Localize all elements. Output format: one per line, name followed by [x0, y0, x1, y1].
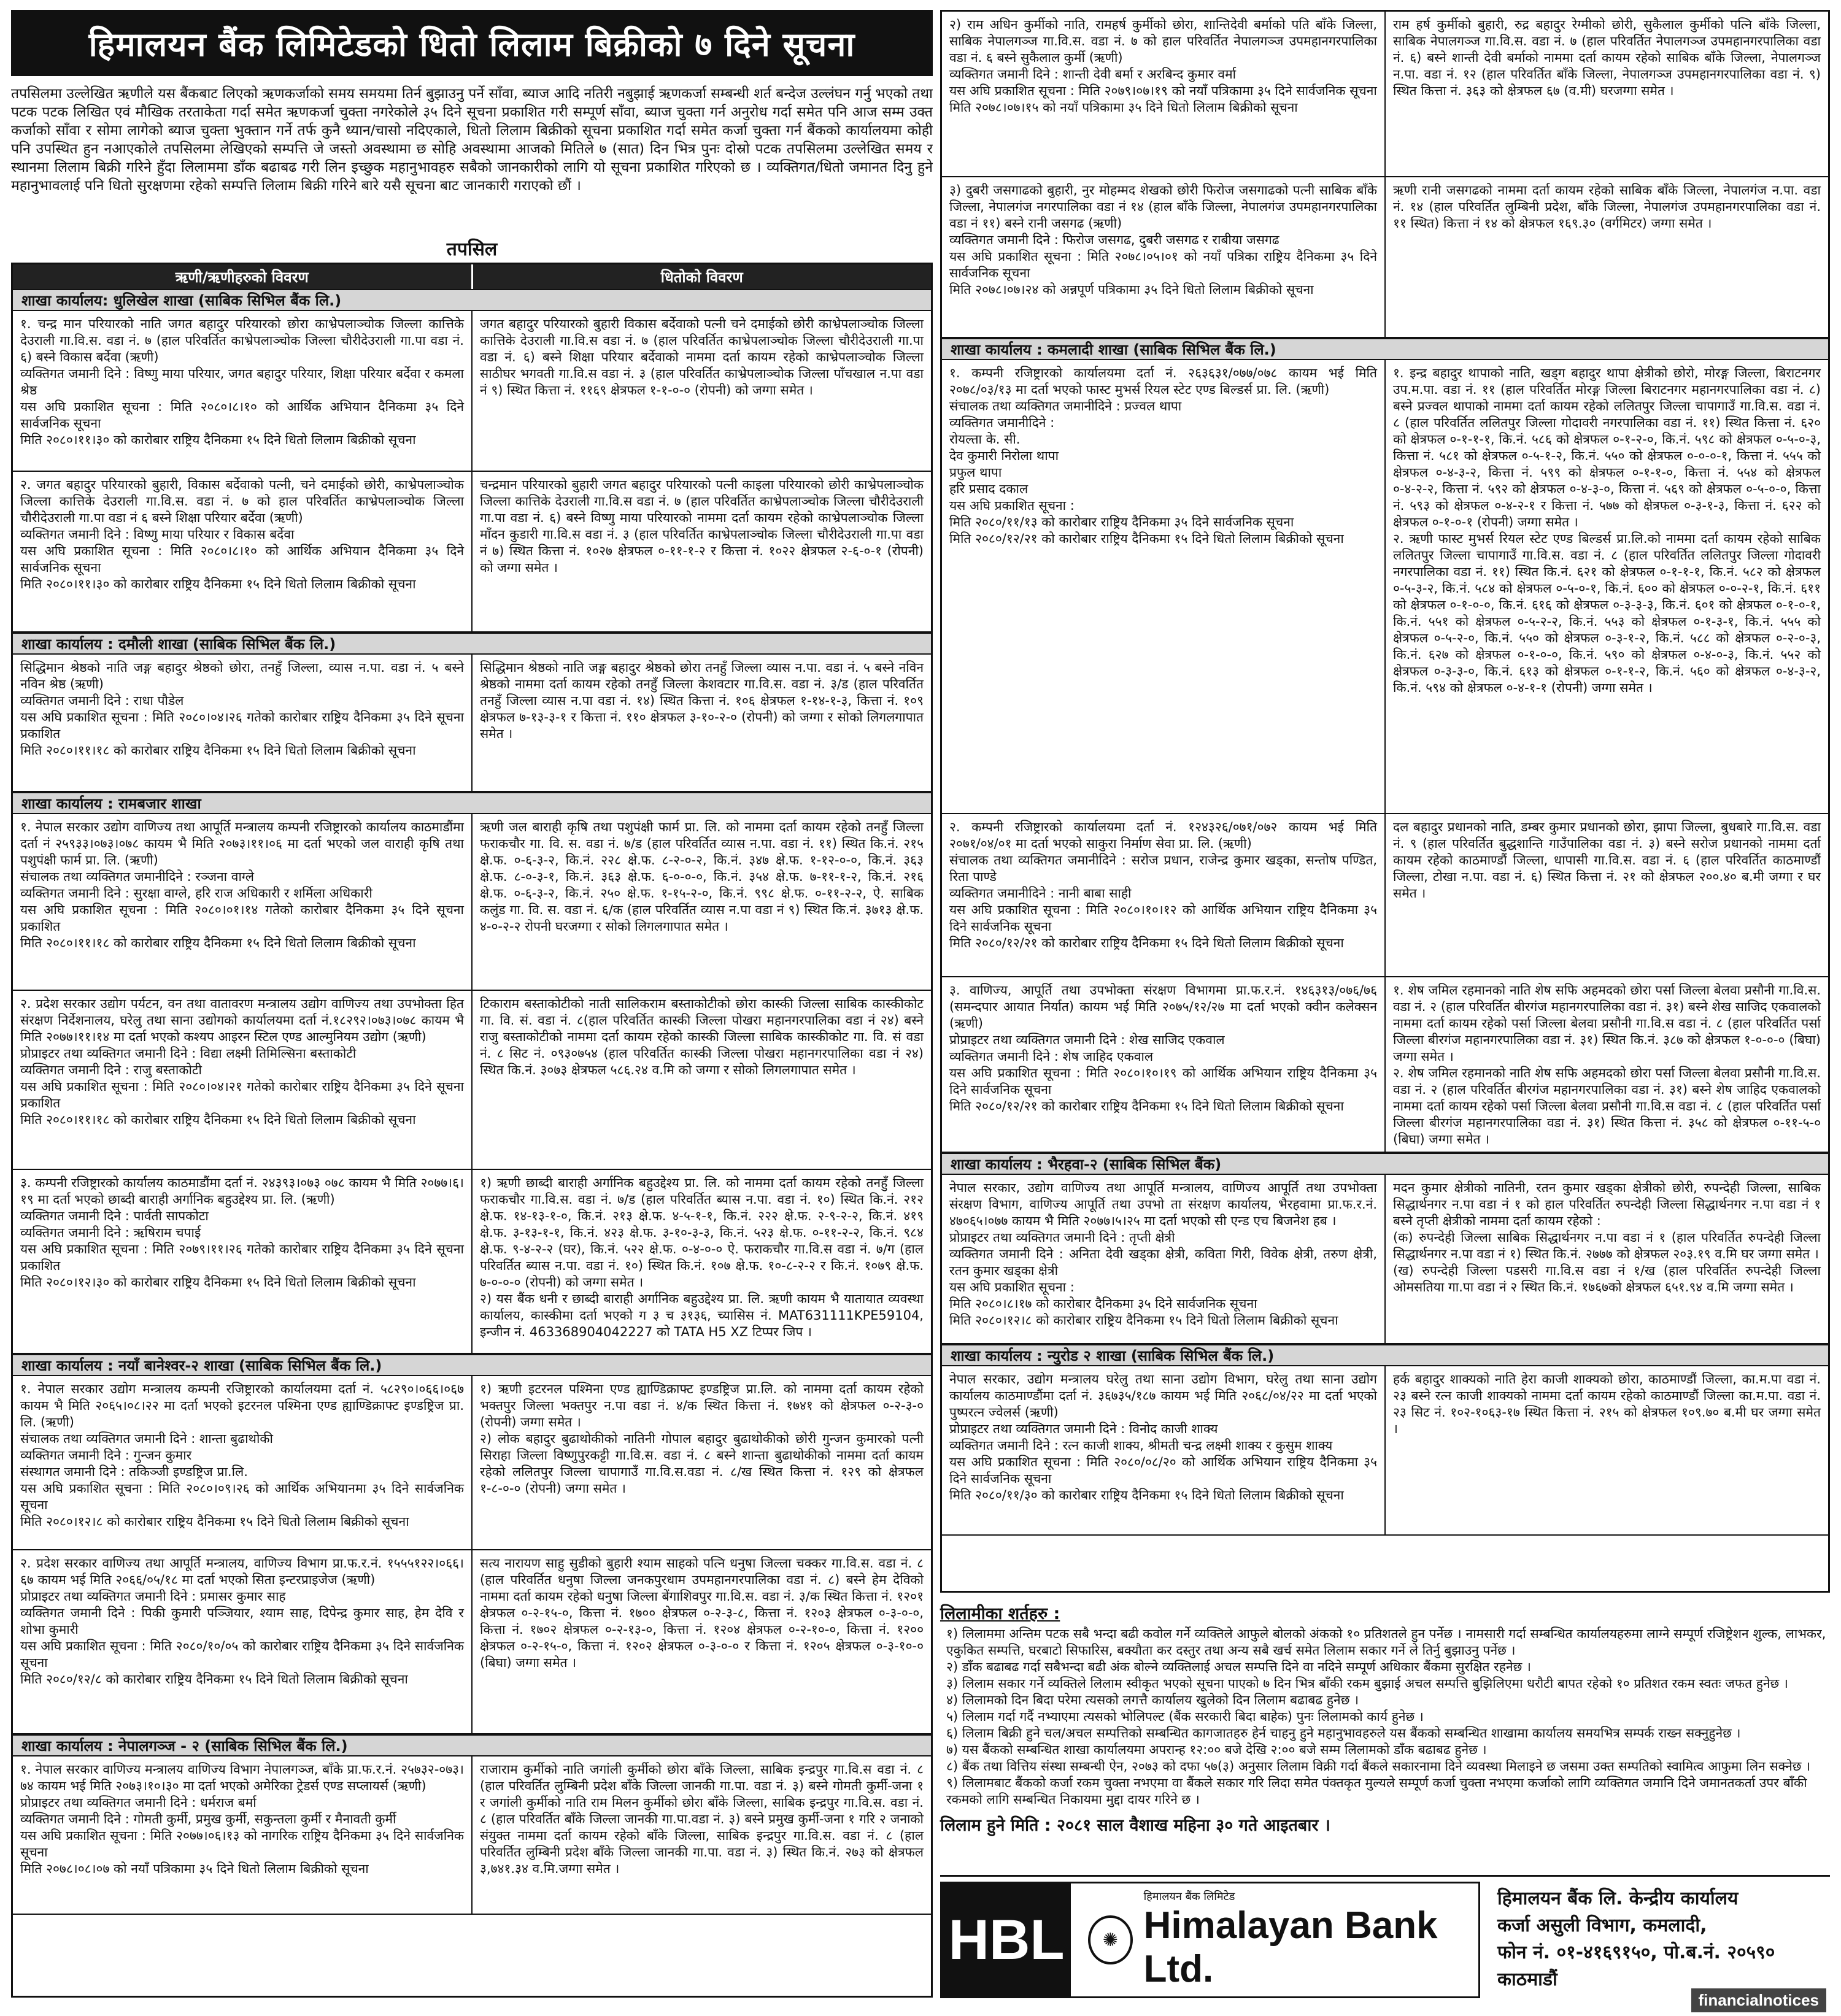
borrower-line: १. नेपाल सरकार उद्योग मन्त्रालय कम्पनी रजिष्ट्रारको कार्यालयमा दर्ता नं. ५८२९०।०६६।०६७ कायम भै मिति २०६५।०८।२२ मा दर्ता भएको इटरनल पश्मिना एण्ड ह्याण्डिक्राफ्ट इण्डष्ट्रिज प्रा. लि. (ऋणी) — [20, 1382, 464, 1429]
borrower-line: मिति २०८०।१२।३० को कारोबार राष्ट्रिय दैनिकमा १५ दिने धितो लिलाम बिक्रीको सूचना — [20, 1275, 416, 1290]
header-borrower: ऋणी/ऋणीहरुको विवरण — [13, 264, 473, 289]
borrower-line: १. नेपाल सरकार उद्योग वाणिज्य तथा आपूर्ति मन्त्रालय कम्पनी रजिष्ट्रारको कार्यालय काठमाडौंमा दर्ता नं २५९३३।०७३।०७८ कायम भै मिति २०७३।११।०६ मा दर्ता भएको जल वाराही कृषि तथा पशुपंक्षी फार्म प्रा. लि. (ऋणी) — [20, 820, 464, 868]
collateral-line: राम हर्ष कुर्मीको बुहारी, रुद्र बहादुर रेग्मीको छोरी, सुकैलाल कुर्मीको पत्नि बाँके जिल्ला, साबिक नेपालगञ्ज गा.वि.स. वडा नं. ७ (हाल परिवर्तित नेपालगञ्ज उपमहानगरपालिका वडा नं. ६) बस्ने शान्ती देवी बर्माको नाममा दर्ता कायम रहेको साबिक बाँके जिल्ला, नेपालगञ्ज न.पा. वडा नं. १२ (हाल परिवर्तित बाँके जिल्ला, नेपालगञ्ज उपमहानगरपालिका वडा नं. ९) स्थित कित्ता नं. ३६३ को क्षेत्रफल ६७ (व.मी) घरजग्गा समेत । — [1393, 17, 1821, 98]
borrower-line: मिति २०७८।०८।०७ को नयाँ पत्रिकामा ३५ दिने धितो लिलाम बिक्रीको सूचना — [20, 1861, 369, 1876]
condition-item: ३) लिलाम सकार गर्ने व्यक्तिले लिलाम स्वीकृत भएको सूचना पाएको ७ दिन भित्र बाँकी रकम बुझाई अचल सम्पत्ति बुझिलिएमा धरौटी बापत रहेको १० प्रतिशत रकम स्वतः जफत हुनेछ । — [946, 1676, 1788, 1691]
right-table — [940, 10, 1830, 1593]
borrower-line: व्यक्तिगत जमानीदिने : — [949, 415, 1055, 430]
branch-heading: शाखा कार्यालय : कमलादी शाखा (साबिक सिभिल बैंक लि.) — [942, 338, 1828, 360]
borrower-line: मिति २०८०/१२/२१ को कारोबार राष्ट्रिय दैनिकमा १५ दिने धितो लिलाम बिक्रीको सूचना — [949, 936, 1344, 950]
table-row — [942, 977, 1828, 1153]
collateral-line: २. ऋणी फास्ट मुभर्स रियल स्टेट एण्ड बिल्डर्स प्रा.लि.को नाममा दर्ता कायम रहेको साबिक ललितपुर जिल्ला चापागाउँ गा.वि.स. वडा नं. ८ (हाल परिवर्तित ललितपुर जिल्ला गोदावरी नगरपालिका वडा नं. ११) स्थित कि.नं. ६२१ को क्षेत्रफल ०-१-१-१, कि.नं. ५८२ को क्षेत्रफल ०-५-३-२, कि.नं. ५८४ को क्षेत्रफल ०-५-०-१, कि.नं. ६०० को क्षेत्रफल ०-०-२-१, कि.नं. ६११ को क्षेत्रफल ०-१-०-०, कि.नं. ६१६ को क्षेत्रफल ०-३-३-३, कि.नं. ६०१ को क्षेत्रफल ०-१-०-१, कि.नं. ५५१ को क्षेत्रफल ०-५-२-२, कि.नं. ५५३ को क्षेत्रफल ०-१-३-१, कि.नं. ५५५ को क्षेत्रफल ०-५-२-०, कि.नं. ५५० को क्षेत्रफल ०-३-१-२, कि.नं. ५८८ को क्षेत्रफल ०-२-०-३, कि.नं. ६२७ को क्षेत्रफल ०-१-०-०, कि.नं. ५९० को क्षेत्रफल ०-४-०-३, कि.नं. ५५२ को क्षेत्रफल ०-३-३-०, कि.नं. ६१३ को क्षेत्रफल ०-१-१-२, कि.नं. ५६० को क्षेत्रफल ०-४-३-२, कि.नं. ५९४ को क्षेत्रफल ०-४-१-१ (रोपनी) जग्गा समेत । — [1393, 531, 1821, 695]
borrower-line: २. प्रदेश सरकार वाणिज्य तथा आपूर्ति मन्त्रालय, वाणिज्य विभाग प्रा.फ.र.नं. १५५५१२२।०६६।६७ कायम भई मिति २०६६/०५/१८ मा दर्ता भएको सिता इन्टरप्राइजेज (ऋणी) — [20, 1556, 464, 1587]
borrower-line: नेपाल सरकार, उद्योग मन्त्रालय घरेलु तथा साना उद्योग विभाग, घरेलु तथा साना उद्योग कार्यालय काठमाण्डौंमा दर्ता नं. ३६७३५/१८७ कायम भई मिति २०६८/०४/२२ मा दर्ता भएको पुष्परत्न ज्वेलर्स (ऋणी) — [949, 1372, 1377, 1420]
table-row — [13, 1550, 931, 1734]
borrower-line: यस अघि प्रकाशित सूचना : मिति २०७७।०६।१३ को नागरिक राष्ट्रिय दैनिकमा ३५ दिने सार्वजनिक सूचना — [20, 1828, 464, 1860]
condition-item: ५) लिलाम गर्दा गर्दै नभ्याएमा त्यसको भोलिपल्ट (बैंक सरकारी बिदा बाहेक) पुनः लिलामको कार्य हुनेछ । — [946, 1709, 1424, 1724]
borrower-line: मिति २०८०।८।१७ को कारोबार दैनिकमा ३५ दिने सार्वजनिक सूचना — [949, 1296, 1257, 1311]
collateral-line: २) यस बैंक धनी र छाब्दी बाराही अर्गानिक बहुउद्देश्य प्रा. लि. ऋणी कायम भै यातायात व्यवस्था कार्यालय, कास्कीमा दर्ता भएको ग ३ च ३१३६, च्यासिस नं. MAT631111KPE59104, इन्जीन नं. 463368904042227 को TATA H5 XZ टिप्पर जिप । — [480, 1291, 924, 1339]
table-row — [942, 1175, 1828, 1344]
borrower-line: ३. वाणिज्य, आपूर्ति तथा उपभोक्ता संरक्षण विभागमा प्रा.फ.र.नं. १४६३१३/०७६/७६ (समन्दपार आयात निर्यात) कायम भई मिति २०७५/१२/२७ मा दर्ता भएको क्वीन कलेक्सन (ऋणी) — [949, 983, 1377, 1031]
borrower-line: रोयल्ता के. सी. — [949, 432, 1021, 447]
borrower-line: व्यक्तिगत जमानी दिने : फिरोज जसगढ, दुबरी जसगढ र राबीया जसगढ — [949, 233, 1279, 247]
borrower-line: २) राम अधिन कुर्मीको नाति, रामहर्ष कुर्मीको छोरा, शान्तिदेवी बर्माको पति बाँके जिल्ला, साबिक नेपालगञ्ज गा.वि.स. वडा नं. ७ को हाल परिवर्तित नेपालगञ्ज उपमहानगरपालिका वडा नं. ६ बस्ने सुकैलाल कुर्मी (ऋणी) — [949, 17, 1377, 65]
hbl-logo-mark: HBL — [942, 1883, 1071, 1996]
borrower-line: प्रोप्राइटर तथा व्यक्तिगत जमानी दिने : विद्या लक्ष्मी तिमिल्सिना बस्ताकोटी — [20, 1046, 357, 1061]
borrower-line: मिति २०८०।११।३० को कारोबार राष्ट्रिय दैनिकमा १५ दिने धितो लिलाम बिक्रीको सूचना — [20, 433, 416, 447]
borrower-line: मिति २०८०।१२।८ को कारोबार राष्ट्रिय दैनिकमा १५ दिने धितो लिलाम बिक्रीको सूचना — [20, 1514, 409, 1529]
borrower-cell — [13, 1550, 473, 1733]
collateral-line: मदन कुमार क्षेत्रीको नातिनी, रतन कुमार खड्का क्षेत्रीको छोरी, रुपन्देही जिल्ला, साबिक सिद्धार्थनगर न.पा वडा नं १ को हाल परिवर्तित रुपन्देही जिल्ला सिद्धार्थनगर न.पा वडा नं १ बस्ने तृप्ती क्षेत्रीको नाममा दर्ता कायम रहेको : — [1393, 1180, 1821, 1228]
left-table — [11, 263, 933, 1998]
table-row — [13, 991, 931, 1170]
right-table-body — [942, 12, 1828, 1536]
borrower-line: संचालक तथा व्यक्तिगत जमानीदिने : सरोज प्रधान, राजेन्द्र कुमार खड्का, सन्तोष पण्डित, रिता पाण्डे — [949, 853, 1377, 884]
borrower-line: व्यक्तिगत जमानी दिने : सुरक्षा वाग्ले, हरि राज अधिकारी र शर्मिला अधिकारी — [20, 886, 372, 901]
borrower-line: मिति २०८०।११।१८ को कारोबार राष्ट्रिय दैनिकमा १५ दिने धितो लिलाम बिक्रीको सूचना — [20, 936, 416, 950]
branch-heading: शाखा कार्यालय : नयाँ बानेश्वर-२ शाखा (साबिक सिभिल बैंक लि.) — [13, 1354, 931, 1376]
collateral-cell — [1386, 1175, 1828, 1343]
borrower-line: २. जगत बहादुर परियारको बुहारी, विकास बर्देवाको पत्नी, चने दमाईको छोरी, काभ्रेपलाञ्चोक जिल्ला कात्तिके देउराली गा.वि.स. वडा नं. ७ को हाल परिवर्तित काभ्रेपलाञ्चोक जिल्ला चौरीदेउराली गा.पा वडा नं ६ बस्ने शिक्षा परियार बर्देवा (ऋणी) — [20, 477, 464, 525]
borrower-cell — [13, 1376, 473, 1549]
borrower-line: मिति २०८०/११/३० को कारोबार राष्ट्रिय दैनिकमा १५ दिने धितो लिलाम बिक्रीको सूचना — [949, 1488, 1344, 1502]
table-row — [13, 311, 931, 472]
collateral-cell — [473, 1170, 931, 1353]
borrower-cell — [942, 177, 1386, 337]
borrower-line: यस अघि प्रकाशित सूचना : मिति २०८०/०८/२० को आर्थिक अभियान राष्ट्रिय दैनिकमा ३५ दिने सार्वजनिक सूचना — [949, 1455, 1377, 1486]
collateral-line: (ख) रुपन्देही जिल्ला पडसरी गा.वि.स वडा नं १/ख (हाल परिवर्तित रुपन्देही जिल्ला ओमसतिया गा.पा वडा नं २ स्थित कि.नं. १७६७को क्षेत्रफल ६५१.९४ व.मि जग्गा समेत । — [1393, 1263, 1821, 1295]
bank-logo — [940, 1882, 1480, 1998]
borrower-line: व्यक्तिगत जमानीदिने : नानी बाबा साही — [949, 886, 1132, 901]
borrower-line: संस्थागत जमानी दिने : तकिञ्जी इण्डष्ट्रिज प्रा.लि. — [20, 1464, 248, 1479]
condition-item: ४) लिलामको दिन बिदा परेमा त्यसको लगत्तै कार्यालय खुलेको दिन लिलाम बढाबढ हुनेछ । — [946, 1693, 1359, 1707]
collateral-cell — [473, 1756, 931, 1914]
branch-heading: शाखा कार्यालय : नेपालगञ्ज - २ (साबिक सिभिल बैंक लि.) — [13, 1734, 931, 1756]
borrower-line: प्रोप्राइटर तथा व्यक्तिगत जमानी दिने : तृप्ती क्षेत्री — [949, 1230, 1175, 1245]
source-watermark: financialnotices — [1691, 1988, 1827, 2012]
right-column — [940, 10, 1830, 1998]
borrower-cell — [13, 814, 473, 990]
borrower-cell — [13, 655, 473, 791]
borrower-line: यस अघि प्रकाशित सूचना : मिति २०८०।१०।१९ को आर्थिक अभियान राष्ट्रिय दैनिकमा ३५ दिने सार्वजनिक सूचना — [949, 1066, 1377, 1097]
borrower-line: यस अघि प्रकाशित सूचना : मिति २०७८।०५।०१ को नयाँ पत्रिका राष्ट्रिय दैनिकमा ३५ दिने सार्वजनिक सूचना — [949, 249, 1377, 280]
borrower-line: देव कुमारी निरोला थापा — [949, 448, 1059, 463]
collateral-cell — [473, 1550, 931, 1733]
borrower-cell — [942, 12, 1386, 176]
table-row — [942, 1366, 1828, 1536]
borrower-line: व्यक्तिगत जमानी दिने : पार्वती सापकोटा — [20, 1209, 209, 1223]
branch-heading: शाखा कार्यालय : रामबजार शाखा — [13, 792, 931, 814]
collateral-line: १. इन्द्र बहादुर थापाको नाति, खड्ग बहादुर थापा क्षेत्रीको छोरो, मोरङ्ग जिल्ला, बिराटनगर उप.म.पा. वडा नं. ११ (हाल परिवर्तित मोरङ्ग जिल्ला बिराटनगर महानगरपालिका वडा नं. ८) बस्ने प्रज्वल थापाको नाममा दर्ता कायम रहेको ललितपुर जिल्ला चापागाउँ गा.वि.स. वडा नं. ८ (हाल परिवर्तित ललितपुर जिल्ला गोदावरी नगरपालिका वडा नं. ११) स्थित कित्ता नं. ६२० को क्षेत्रफल ०-१-१-१, कि.नं. ५८६ को क्षेत्रफल ०-१-२-०, कि.नं. ५९८ को क्षेत्रफल ०-५-०-३, कित्ता नं. ५८१ को क्षेत्रफल ०-५-१-२, कि.नं. ५५० को क्षेत्रफल ०-०-०-१, कित्ता नं. ५५५ को क्षेत्रफल ०-४-३-२, कित्ता नं. ५९९ को क्षेत्रफल ०-१-१-०, कित्ता नं. ५५४ को क्षेत्रफल ०-४-२-२, कित्ता नं. ५९२ को क्षेत्रफल ०-४-३-०, कित्ता नं. ५६९ को क्षेत्रफल ०-५-०-०, कित्ता नं. ५९३ को क्षेत्रफल ०-४-२-१ र कित्ता नं. ५७७ को क्षेत्रफल ०-३-१-३, कित्ता नं. ६२२ को क्षेत्रफल ०-१-०-१ (रोपनी) जग्गा समेत । — [1393, 366, 1821, 529]
borrower-line: व्यक्तिगत जमानी दिने : रत्न काजी शाक्य, श्रीमती चन्द्र लक्ष्मी शाक्य र कुसुम शाक्य — [949, 1438, 1333, 1453]
office-address — [1497, 1885, 1830, 1998]
borrower-cell — [13, 311, 473, 471]
address-line: हिमालयन बैंक लि. केन्द्रीय कार्यालय — [1497, 1888, 1739, 1909]
table-row — [942, 12, 1828, 177]
borrower-line: ३. कम्पनी रजिष्ट्रारको कार्यालय काठमाडौंमा दर्ता नं. २४३९३।०७३ ०७८ कायम भै मिति २०७७।६।१९ मा दर्ता भएको छाब्दी बाराही अर्गानिक बहुउद्देश्य प्रा. लि. (ऋणी) — [20, 1175, 464, 1207]
table-row — [13, 1170, 931, 1354]
borrower-line: यस अघि प्रकाशित सूचना : मिति २०७९।११।२६ गतेको कारोबार राष्ट्रिय दैनिकमा ३५ दिने सूचना प्रकाशित — [20, 1242, 464, 1273]
borrower-line: व्यक्तिगत जमानी दिने : शान्ती देवी बर्मा र अरबिन्द कुमार वर्मा — [949, 67, 1237, 82]
table-row — [13, 1376, 931, 1550]
collateral-line: २) लोक बहादुर बुढाथोकीको नातिनी गोपाल बहादुर बुढाथोकीको छोरी गुन्जन कुमारको पत्नी सिराहा जिल्ला विष्णुपुरकट्टी गा.वि.स. वडा नं. ८ बस्ने शान्ता बुढाथोकीको नाममा दर्ता कायम रहेको ललितपुर जिल्ला चापागाउँ गा.वि.स.वडा नं. ८/ख स्थित कित्ता नं. १२९ को क्षेत्रफल १-८-०-० (रोपनी) जग्गा समेत । — [480, 1431, 924, 1496]
table-row — [13, 1756, 931, 1915]
bank-name-block — [1144, 1889, 1478, 1991]
table-row — [942, 360, 1828, 814]
condition-item: ७) यस बैंकको सम्बन्धित शाखा कार्यालयमा अपरान्ह १२:०० बजे देखि २:०० बजे सम्म लिलामको डाँक बढाबढ हुनेछ । — [946, 1742, 1487, 1757]
table-row — [13, 655, 931, 792]
borrower-line: संचालक तथा व्यक्तिगत जमानी दिने : शान्ता बुढाथोकी — [20, 1431, 273, 1446]
borrower-line: व्यक्तिगत जमानी दिने : ऋषिराम चपाई — [20, 1225, 201, 1240]
header-collateral: धितोको विवरण — [660, 268, 743, 286]
left-table-body — [13, 289, 931, 1915]
borrower-line: यस अघि प्रकाशित सूचना : मिति २०८०।०९।२६ को आर्थिक अभियानमा ३५ दिने सार्वजनिक सूचना — [20, 1481, 464, 1512]
collateral-line: टिकाराम बस्ताकोटीको नाती सालिकराम बस्ताकोटीको छोरा कास्की जिल्ला साबिक कास्कीकोट गा. वि. सं. वडा नं. ८(हाल परिवर्तित कास्की जिल्ला पोखरा महानगरपालिका वडा नं २४) बस्ने राजु बस्ताकोटीको नाममा दर्ता कायम रहेको कास्की जिल्ला साबिक कास्कीकोट गा. वि. सं वडा नं. ८ सिट नं. ०९३०७५४ (हाल परिवर्तित कास्की जिल्ला पोखरा महानगरपालिका वडा नं २४) स्थित कि.नं. ३०७३ क्षेत्रफल ५८६.२४ व.मि को जग्गा र सोको लिगलगापात समेत । — [480, 996, 924, 1077]
collateral-line: जगत बहादुर परियारको बुहारी विकास बर्देवाको पत्नी चने दमाईको छोरी काभ्रेपलाञ्चोक जिल्ला कात्तिके देउराली गा.वि.स वडा नं. ७ (हाल परिवर्तित काभ्रेपलाञ्चोक जिल्ला चौरीदेउराली गा.पा वडा नं. ६) बस्ने शिक्षा परियार बर्देवाको नाममा दर्ता कायम रहेको काभ्रेपलाञ्चोक जिल्ला साठीघर भगवती गा.वि.स वडा नं. ३ (हाल परिवर्तित काभ्रेपलाञ्चोक जिल्ला पाँचखाल न.पा वडा नं ९) स्थित कित्ता नं. ११६९ क्षेत्रफल १-१-०-० (रोपनी) को जग्गा समेत । — [480, 317, 924, 398]
borrower-line: व्यक्तिगत जमानी दिने : गोमती कुर्मी, प्रमुख कुर्मी, सकुन्तला कुर्मी र मैनावती कुर्मी — [20, 1812, 396, 1826]
collateral-cell — [1386, 12, 1828, 176]
collateral-line: १. शेष जमिल रहमानको नाति शेष सफि अहमदको छोरा पर्सा जिल्ला बेलवा प्रसौनी गा.वि.स. वडा नं. २ (हाल परिवर्तित बीरगंज महानगरपालिका वडा नं. ३१) बस्ने शेख साजिद एकवालको नाममा दर्ता कायम रहेको पर्सा जिल्ला बेलवा प्रसौनी गा.वि.स वडा नं. ८ (हाल परिवर्तित पर्सा जिल्ला बीरगंज महानगरपालिका वडा नं. ३१) स्थित कि.नं. ३८७ को क्षेत्रफल १-०-०-० (बिघा) जग्गा समेत । — [1393, 983, 1821, 1064]
address-line: कर्जा असुली विभाग, कमलादी, — [1497, 1915, 1707, 1936]
borrower-line: यस अघि प्रकाशित सूचना : मिति २०८०।१०।१२ को आर्थिक अभियान राष्ट्रिय दैनिकमा ३५ दिने सार्वजनिक सूचना — [949, 902, 1377, 934]
condition-item: ९) लिलामबाट बैंकको कर्जा रकम चुक्ता नभएमा वा बैंकले सकार गरि लिदा समेत पंक्तकृत मुल्यले सम्पूर्ण कर्जा चुक्ता नभएमा कर्जाको लागि व्यक्तिगत जमानि दिने जमानतकर्ता उपर बाँकी रकमको लागि सम्बन्धित निकायमा मुद्दा दायर गरिने छ । — [946, 1776, 1807, 1807]
collateral-line: चन्द्रमान परियारको बुहारी जगत बहादुर परियारको पत्नी काइला परियारको छोरी काभ्रेपलाञ्चोक जिल्ला कात्तिके देउराली गा.वि.स वडा नं. ७ (हाल परिवर्तित काभ्रेपलाञ्चोक जिल्ला चौरीदेउराली गा.पा वडा नं. ६) बस्ने विष्णु माया परियारको नाममा दर्ता कायम रहेको काभ्रेपलाञ्चोक जिल्ला माँदन कुडारी गा.वि.स वडा नं. ३ (हाल परिवर्तित काभ्रेपलाञ्चोक जिल्ला चौरीदेउराली गा.पा वडा नं ७) स्थित कित्ता नं. १०२७ क्षेत्रफल ०-११-१-२ र कित्ता नं. १०२२ क्षेत्रफल २-६-०-१ (रोपनी) को जग्गा समेत । — [480, 477, 924, 575]
collateral-cell — [473, 472, 931, 631]
borrower-cell — [13, 1170, 473, 1353]
borrower-line: यस अघि प्रकाशित सूचना : — [949, 498, 1075, 513]
borrower-line: प्रोप्राइटर तथा व्यक्तिगत जमानी दिने : विनोद काजी शाक्य — [949, 1422, 1218, 1436]
borrower-line: २. कम्पनी रजिष्ट्रारको कार्यालयमा दर्ता नं. १२४३२६/०७१/०७२ कायम भई मिति २०७१/०४/०१ मा दर्ता भएको साकुरा निर्माण सेवा प्रा. लि. (ऋणी) — [949, 820, 1377, 851]
collateral-line: दल बहादुर प्रधानको नाति, डम्बर कुमार प्रधानको छोरा, झापा जिल्ला, बुधबारे गा.वि.स. वडा नं. ९ (हाल परिवर्तित बुद्धशान्ति गाउँपालिका वडा नं. ३) बस्ने सरोज प्रधानको नाममा दर्ता कायम रहेको काठमाण्डौं जिल्ला, धापासी गा.वि.स. वडा नं. ६ (हाल परिवर्तित काठमाण्डौं जिल्ला, टोखा न.पा. वडा नं. ६) स्थित कित्ता नं. २१ को क्षेत्रफल २००.४० ब.मी जग्गा र घर समेत । — [1393, 820, 1821, 901]
borrower-line: व्यक्तिगत जमानी दिने : विष्णु माया परियार र विकास बर्देवा — [20, 527, 295, 542]
collateral-cell — [1386, 177, 1828, 337]
borrower-line: हरि प्रसाद दकाल — [949, 482, 1029, 496]
borrower-line: मिति २०८०।११।१८ को कारोबार राष्ट्रिय दैनिकमा १५ दिने धितो लिलाम बिक्रीको सूचना — [20, 1112, 416, 1127]
collateral-line: ऋणी रानी जसगढको नाममा दर्ता कायम रहेको साबिक बाँके जिल्ला, नेपालगंज न.पा. वडा नं. १४ (हाल परिवर्तित लुम्बिनी प्रदेश, बाँके जिल्ला, नेपालगंज उपमहानगरपालिका वडा नं. ११ स्थित) कित्ता नं १४ को क्षेत्रफल १६९.३० (वर्गमिटर) जग्गा समेत । — [1393, 183, 1821, 231]
collateral-cell — [1386, 1366, 1828, 1534]
branch-heading: शाखा कार्यालय : न्युरोड २ शाखा (साबिक सिभिल बैंक लि.) — [942, 1344, 1828, 1366]
collateral-line: राजाराम कुर्मीको नाति जगांली कुर्मीको छोरा बाँके जिल्ला, साबिक इन्द्रपुर गा.वि.स वडा नं. ८ (हाल परिवर्तित लुम्बिनी प्रदेश बाँके जिल्ला जानकी गा.पा. वडा नं. ३) बस्ने गोमती कुर्मी-जना १ र जगांली कुर्मीको नाति राम मिलन कुर्मीको छोरा बाँके जिल्ला, साबिक इन्द्रपुर गा.वि.स. वडा नं. ८ (हाल परिवर्तित बाँके जिल्ला जानकी गा.पा.वडा नं. ३) बस्ने प्रमुख कुर्मी-जना १ गरि २ जनाको संयुक्त नाममा दर्ता कायम रहेको बाँके जिल्ला, साबिक इन्द्रपुर गा.वि.स. वडा नं. ८ (हाल परिवर्तित लुम्बिनी प्रदेश बाँके जिल्ला जानकी गा.पा. वडा नं. ३) स्थित कि.नं. २७३ को क्षेत्रफल ३,७४१.३४ व.मि.जग्गा समेत । — [480, 1762, 924, 1876]
borrower-line: मिति २०८०/१२/८ को कारोबार राष्ट्रिय दैनिकमा १५ दिने धितो लिलाम बिक्रीको सूचना — [20, 1672, 408, 1687]
borrower-line: प्रफुल थापा — [949, 465, 1002, 480]
borrower-line: नेपाल सरकार, उद्योग वाणिज्य तथा आपूर्ति मन्त्रालय, वाणिज्य आपूर्ति तथा उपभोक्ता संरक्षण विभाग, वाणिज्य आपूर्ति तथा उपभो ता संरक्षण कार्यालय, भैरहवामा प्रा.फ.र.नं. ४७०६५।०७७ कायम भै मिति २०७७।५।२५ मा दर्ता भएको सी एन्ड एच बिजनेश हब । — [949, 1180, 1377, 1228]
borrower-line: २. प्रदेश सरकार उद्योग पर्यटन, वन तथा वातावरण मन्त्रालय उद्योग वाणिज्य तथा उपभोक्ता हित संरक्षण निर्देशनालय, घरेलु तथा साना उद्योगको कार्यालयमा दर्ता नं.१८२९२।०७३।०७८ कायम भै मिति २०७७।११।१४ मा दर्ता भएको कश्यप आइरन स्टिल एण्ड आल्मुनियम उद्योग (ऋणी) — [20, 996, 464, 1044]
table-row — [13, 472, 931, 633]
borrower-line: यस अघि प्रकाशित सूचना : मिति २०८०।०१।१४ गतेको कारोबार दैनिकमा ३५ दिने सूचना प्रकाशित — [20, 902, 464, 934]
bank-name-nepali: हिमालयन बैंक लिमिटेड — [1143, 1890, 1235, 1903]
borrower-line: मिति २०८०/१२/२१ को कारोबार राष्ट्रिय दैनिकमा १५ दिने धितो लिलाम बिक्रीको सूचना — [949, 1099, 1344, 1114]
footer — [940, 1875, 1830, 1998]
borrower-cell — [942, 1366, 1386, 1534]
notice-title: हिमालयन बैंक लिमिटेडको धितो लिलाम बिक्रीको ७ दिने सूचना — [11, 10, 933, 76]
condition-item: ८) बैंक तथा वित्तिय संस्था सम्बन्धी ऐन, २०७३ को दफा ५७(३) अनुसार लिलाम विक्री गर्दा बैंकले सकारनामा दिने व्यवस्था मिलाइने छ जसमा उक्त सम्पतिको स्वामित्व आफुमा लिन सक्नेछ । — [946, 1759, 1811, 1774]
condition-item: १) लिलाममा अन्तिम पटक सबै भन्दा बढी कवोल गर्ने व्यक्तिले आफुले बोलको अंकको १० प्रतिशतले हुन पर्नेछ । नामसारी गर्दा सम्बन्धित कार्यालयहरुमा लाग्ने सम्पूर्ण रजिष्ट्रेशन शुल्क, लाभकर, एकुकित सम्पत्ति, घरबाटो सिफारिस, बक्यौता कर दस्तुर तथा अन्य सबै खर्च समेत लिलाम सकार गर्ने ले तिर्नु बुझाउनु पर्नेछ । — [946, 1626, 1826, 1658]
address-line: फोन नं. ०१-४१६९१५०, पो.ब.नं. २०५९० काठमाडौं — [1497, 1942, 1775, 1990]
collateral-line: ऋणी जल बाराही कृषि तथा पशुपंक्षी फार्म प्रा. लि. को नाममा दर्ता कायम रहेको तनहुँ जिल्ला फराकचौर गा. वि. स. वडा नं. ७/ड (हाल परिवर्तित व्यास न.पा. वडा नं. ११) स्थित कि.नं. २१५ क्षे.फ. ०-६-३-२, कि.नं. २२८ क्षे.फ. ८-२-०-२, कि.नं. ३४७ क्षे.फ. १-१२-०-०, कि.नं. ३६३ क्षे.फ. ८-०-३-१, कि.नं. ३६३ क्षे.फ. ६-०-०-०, कि.नं. ३५४ क्षे.फ. ७-११-१-२, कि.नं. २१६ क्षे.फ. ०-६-३-२, कि.नं. २५० क्षे.फ. १-१५-२-०, कि.नं. ९९८ क्षे.फ. ०-११-२-२, ऐ. साबिक कलुंड गा. वि. स. वडा नं. ६/क (हाल परिवर्तित व्यास न.पा वडा नं ९) स्थित कि.नं. ३७१३ क्षे.फ. ४-०-२-२ रोपनी घरजग्गा र सोको लिगलगापात समेत । — [480, 820, 924, 934]
borrower-line: मिति २०८०/११/१३ को कारोबार राष्ट्रिय दैनिकमा ३५ दिने सार्वजनिक सूचना — [949, 515, 1294, 529]
borrower-line: यस अघि प्रकाशित सूचना : मिति २०८०।८।१० को आर्थिक अभियान दैनिकमा ३५ दिने सार्वजनिक सूचना — [20, 399, 464, 431]
borrower-cell — [942, 977, 1386, 1152]
borrower-line: संचालक तथा व्यक्तिगत जमानीदिने : रञ्जना वाग्ले — [20, 869, 255, 884]
borrower-line: १. कम्पनी रजिष्ट्रारको कार्यालयमा दर्ता नं. २६३६३१/०७७/०७८ कायम भई मिति २०७८/०३/१३ मा दर्ता भएको फास्ट मुभर्स रियल स्टेट एण्ड बिल्डर्स प्रा. लि. (ऋणी) — [949, 366, 1377, 397]
table-row — [942, 814, 1828, 977]
borrower-line: व्यक्तिगत जमानी दिने : गुन्जन कुमार — [20, 1448, 192, 1463]
borrower-line: यस अघि प्रकाशित सूचना : मिति २०८०।८।१० को आर्थिक अभियान दैनिकमा ३५ दिने सार्वजनिक सूचना — [20, 544, 464, 575]
borrower-line: व्यक्तिगत जमानी दिने : अनिता देवी खड्का क्षेत्री, कविता गिरी, विवेक क्षेत्री, तरुण क्षेत्री, रतन कुमार खड्का क्षेत्री — [949, 1247, 1377, 1278]
condition-item: ६) लिलाम बिक्री हुने चल/अचल सम्पत्तिको सम्बन्धित कागजातहरु हेर्न चाहनु हुने महानुभावहरुले यस बैंकको सम्बन्धित शाखामा कार्यालय समयभित्र सम्पर्क राख्न सक्नुहुनेछ । — [946, 1726, 1741, 1741]
borrower-cell — [13, 991, 473, 1169]
collateral-line: सत्य नारायण साहु सुडीको बुहारी श्याम साहको पत्नि धनुषा जिल्ला चक्कर गा.वि.स. वडा नं. ८ (हाल परिवर्तित धनुषा जिल्ला जनकपुरधाम उपमहानगरपालिका वडा नं. ८) बस्ने हेम देविको नाममा दर्ता कायम रहेको धनुषा जिल्ला बेंगाशिवपुर गा.वि.स. वडा नं. ३/क स्थित कित्ता नं. १२०१ क्षेत्रफल ०-२-१५-०, कित्ता नं. १७०० क्षेत्रफल ०-२-३-८, कित्ता नं. १२०३ क्षेत्रफल ०-३-०-०, कित्ता नं. १७०२ क्षेत्रफल ०-२-१३-०, कित्ता नं. १२०४ क्षेत्रफल ०-२-१०-०, कित्ता नं. १२०० क्षेत्रफल ०-२-१५-०, कित्ता नं. १२०२ क्षेत्रफल ०-३-०-० र कित्ता नं. १२०५ क्षेत्रफल ०-३-१०-० (बिघा) जग्गा समेत । — [480, 1556, 924, 1670]
borrower-line: मिति २०८०।११।३० को कारोबार राष्ट्रिय दैनिकमा १५ दिने धितो लिलाम बिक्रीको सूचना — [20, 577, 416, 591]
left-column — [11, 10, 933, 1998]
bank-name-english: Himalayan Bank Ltd. — [1143, 1904, 1438, 1990]
borrower-line: यस अघि प्रकाशित सूचना : — [949, 1280, 1075, 1295]
borrower-line: मिति २०७८।०७।२४ को अन्नपूर्ण पत्रिकामा ३५ दिने धितो लिलाम बिक्रीको सूचना — [949, 282, 1314, 297]
borrower-line: व्यक्तिगत जमानी दिने : शेष जाहिद एकवाल — [949, 1049, 1154, 1064]
table-row — [13, 814, 931, 991]
collateral-cell — [473, 1376, 931, 1549]
auction-conditions — [940, 1601, 1830, 1865]
borrower-line: संचालक तथा व्यक्तिगत जमानीदिने : प्रज्वल थापा — [949, 399, 1182, 414]
borrower-line: सिद्धिमान श्रेष्ठको नाति जङ्ग बहादुर श्रेष्ठको छोरा, तनहुँ जिल्ला, व्यास न.पा. वडा नं. ५ बस्ने नविन श्रेष्ठ (ऋणी) — [20, 660, 464, 691]
borrower-cell — [13, 472, 473, 631]
borrower-line: यस अघि प्रकाशित सूचना : मिति २०७९।०७।१९ को नयाँ पत्रिकामा ३५ दिने सार्वजनिक सूचना — [949, 83, 1377, 98]
borrower-line: प्रोप्राइटर तथा व्यक्तिगत जमानी दिने : धर्मराज बर्मा — [20, 1795, 257, 1810]
borrower-line: व्यक्तिगत जमानी दिने : राधा पौडेल — [20, 693, 184, 708]
tapsil-heading: तपसिल — [446, 239, 498, 260]
collateral-cell — [1386, 360, 1828, 813]
collateral-line: १) ऋणी छाब्दी बाराही अर्गानिक बहुउद्देश्य प्रा. लि. को नाममा दर्ता कायम रहेको तनहुँ जिल्ला फराकचौर गा.वि.स. वडा नं. ७/ड (हाल परिवर्तित ब्यास न.पा. वडा नं. १०) स्थित कि.नं. २१२ क्षे.फ. १४-१३-१-०, कि.नं. २१३ क्षे.फ. ४-५-१-१, कि.नं. २२२ क्षे.फ. २-९-२-२, कि.नं. ४१९ क्षे.फ. ३-१३-१-१, कि.नं. ४२३ क्षे.फ. ३-१०-३-३, कि.नं. ५२३ क्षे.फ. ०-११-२-२, कि.नं. ९८४ क्षे.फ. ९-४-२-२ (घर), कि.नं. ५२२ क्षे.फ. ०-४-०-० ऐ. फराकचौर गा.वि.स वडा नं. ७/ग (हाल परिवर्तित ब्यास न.पा. वडा नं. १०) स्थित कि.नं. १०७ क्षे.फ. १०-८-२-२ र कि.नं. १०७९ क्षे.फ. ७-०-०-० (रोपनी) को जग्गा समेत । — [480, 1175, 924, 1290]
borrower-line: मिति २०८०।११।१८ को कारोबार राष्ट्रिय दैनिकमा १५ दिने धितो लिलाम बिक्रीको सूचना — [20, 743, 416, 758]
borrower-cell — [13, 1756, 473, 1914]
borrower-line: मिति २०८०/१२/२१ को कारोबार राष्ट्रिय दैनिकमा १५ दिने धितो लिलाम बिक्रीको सूचना — [949, 531, 1344, 546]
table-row — [942, 177, 1828, 338]
borrower-line: यस अघि प्रकाशित सूचना : मिति २०८०/१०/०५ को कारोबार राष्ट्रिय दैनिकमा ३५ दिने सार्वजनिक सूचना — [20, 1639, 464, 1670]
borrower-line: मिति २०८०।१२।८ को कारोबार राष्ट्रिय दैनिकमा १५ दिने धितो लिलाम बिक्रीको सूचना — [949, 1313, 1338, 1328]
collateral-cell — [473, 655, 931, 791]
borrower-line: व्यक्तिगत जमानी दिने : विष्णु माया परियार, जगत बहादुर परियार, शिक्षा परियार बर्देवा र कमला श्रेष्ठ — [20, 366, 464, 398]
collateral-line: १) ऋणी इटरनल पश्मिना एण्ड ह्याण्डिक्राफ्ट इण्डष्ट्रिज प्रा.लि. को नाममा दर्ता कायम रहेको भक्तपुर जिल्ला भक्तपुर न.पा वडा नं. ४/क स्थित कित्ता नं. १७४१ को क्षेत्रफल ०-२-३-० (रोपनी) जग्गा समेत । — [480, 1382, 924, 1429]
collateral-line: हर्क बहादुर शाक्यको नाति हेरा काजी शाक्यको छोरा, काठमाण्डौं जिल्ला, का.म.पा वडा नं. २३ बस्ने रत्न काजी शाक्यको नाममा दर्ता कायम रहेको काठमाण्डौं जिल्ला का.म.पा. वडा नं. २३ सिट नं. १०२-१०६३-१७ स्थित कित्ता नं. २१५ को क्षेत्रफल १०९.७० ब.मी घर जग्गा समेत । — [1393, 1372, 1821, 1436]
intro-paragraph: तपसिलमा उल्लेखित ऋणीले यस बैंकबाट लिएको ऋणकर्जाको समय समयमा तिर्न बुझाउनु पर्ने साँवा, ब्याज आदि नतिरी नबुझाई ऋणकर्जा सम्बन्धी शर्त बन्देज उल्लंघन गर्नु भएको तथा पटक पटक लिखित एवं मौखिक तरताकेता गर्दा समेत ऋणकर्जा चुक्ता नगरेकोले ३५ दिने सूचना प्रकाशित गरी सम्पूर्ण साँवा, ब्याज चुक्ता गर्न अनुरोध गर्दा समेत पनि आज सम्म उक्त कर्जाको साँवा र सोमा लागेको ब्याज चुक्ता भुक्तान गर्ने तर्फ कुनै ध्यान/चासो नदिएकाले, धितो लिलाम बिक्रीको सूचना प्रकाशित गर्दा समेत कर्जा चुक्ता गर्न बैंकको कार्यालयमा कोही पनि उपस्थित हुन नआएकोले तपसिलमा लेखिएको सम्पत्ति जे जस्तो अवस्थामा छ सोहि अवस्थामा आजको मितिले ७ (सात) दिन भित्र पुनः दोस्रो पटक तपसिलमा उल्लेखित समय र स्थानमा लिलाम बिक्री गरिने हुँदा लिलाममा डाँक बढाबढ गरी लिन इच्छुक महानुभावहरु सबैको जानकारीको लागि यो सूचना प्रकाशित गरिएको छ । व्यक्तिगत/धितो जमानत दिनु हुने महानुभावलाई पनि धितो सुरक्षणमा रहेको सम्पत्ति लिलाम बिक्री गरिने बारे यसै सूचना बाट जानकारी गराएको छौं । — [11, 86, 933, 194]
collateral-cell — [1386, 977, 1828, 1152]
borrower-cell — [942, 360, 1386, 813]
collateral-line: (क) रुपन्देही जिल्ला साबिक सिद्धार्थनगर न.पा वडा नं १ (हाल परिवर्तित रुपन्देही जिल्ला सिद्धार्थनगर न.पा वडा नं १) स्थित कि.नं. २७७७ को क्षेत्रफल २०३.१९ व.मि घर जग्गा समेत । — [1393, 1230, 1821, 1261]
collateral-line: सिद्धिमान श्रेष्ठको नाति जङ्ग बहादुर श्रेष्ठको छोरा तनहुँ जिल्ला व्यास न.पा. वडा नं. ५ बस्ने नविन श्रेष्ठको नाममा दर्ता कायम रहेको तनहुँ जिल्ला केशवटार गा.वि.स. वडा नं. ३/ड (हाल परिवर्तित तनहुँ जिल्ला व्यास न.पा वडा नं. १४) स्थित कित्ता नं. १०६ क्षेत्रफल १-१४-१-३, कित्ता नं. १०९ क्षेत्रफल ७-१३-३-१ र कित्ता नं. ११० क्षेत्रफल ३-१०-२-० (रोपनी) को जग्गा र सोको लिगलगापात समेत । — [480, 660, 924, 741]
borrower-line: यस अघि प्रकाशित सूचना : मिति २०८०।०४।२१ गतेको कारोबार राष्ट्रिय दैनिकमा ३५ दिने सूचना प्रकाशित — [20, 1079, 464, 1110]
borrower-cell — [942, 1175, 1386, 1343]
collateral-cell — [473, 991, 931, 1169]
collateral-cell — [473, 814, 931, 990]
auction-date: लिलाम हुने मिति : २०८१ साल वैशाख महिना ३० गते आइतबार । — [940, 1816, 1330, 1835]
branch-heading: शाखा कार्यालय : भैरहवा-२ (साबिक सिभिल बैंक) — [942, 1153, 1828, 1175]
borrower-line: प्रोप्राइटर तथा व्यक्तिगत जमानी दिने : शेख साजिद एकवाल — [949, 1033, 1225, 1047]
condition-item: २) डाँक बढाबढ गर्दा सबैभन्दा बढी अंक बोल्ने व्यक्तिलाई अचल सम्पत्ति दिने वा नदिने सम्पूर्ण अधिकार बैंकमा सुरक्षित रहनेछ । — [946, 1660, 1531, 1674]
collateral-line: २. शेष जमिल रहमानको नाति शेष सफि अहमदको छोरा पर्सा जिल्ला बेलवा प्रसौनी गा.वि.स. वडा नं. २ (हाल परिवर्तित बीरगंज महानगरपालिका वडा नं. ३१) बस्ने शेष जाहिद एकवालको नाममा दर्ता कायम रहेको पर्सा जिल्ला बेलवा प्रसौनी गा.वि.स वडा नं. ८ (हाल परिवर्तित पर्सा जिल्ला बीरगंज महानगरपालिका वडा नं. ३१) स्थित कित्ता नं. ३५८ को क्षेत्रफल ०-११-५-० (बिघा) जग्गा समेत । — [1393, 1066, 1821, 1147]
borrower-line: ३) दुबरी जसगाढको बुहारी, नुर मोहम्मद शेखको छोरी फिरोज जसगाढको पत्नी साबिक बाँके जिल्ला, नेपालगंज नगरपालिका वडा नं १४ (हाल बाँके जिल्ला, नेपालगंज उपमहानगरपालिका वडा नं ११) बस्ने रानी जसगढ (ऋणी) — [949, 183, 1377, 231]
collateral-cell — [1386, 814, 1828, 976]
collateral-cell — [473, 311, 931, 471]
borrower-line: १. चन्द्र मान परियारको नाति जगत बहादुर परियारको छोरा काभ्रेपलाञ्चोक जिल्ला कात्तिके देउराली गा.वि.स. वडा नं. ७ (हाल परिवर्तित काभ्रेपलाञ्चोक जिल्ला चौरीदेउराली गा.पा वडा नं. ६) बस्ने विकास बर्देवा (ऋणी) — [20, 317, 465, 364]
branch-heading: शाखा कार्यालय: धुलिखेल शाखा (साबिक सिभिल बैंक लि.) — [13, 289, 931, 311]
branch-heading: शाखा कार्यालय : दमौली शाखा (साबिक सिभिल बैंक लि.) — [13, 633, 931, 655]
borrower-cell — [942, 814, 1386, 976]
borrower-line: यस अघि प्रकाशित सूचना : मिति २०८०।०४।२६ गतेको कारोबार राष्ट्रिय दैनिकमा ३५ दिने सूचना प्रकाशित — [20, 710, 464, 741]
conditions-title: लिलामीका शर्तहरु : — [940, 1604, 1060, 1623]
borrower-line: मिति २०७८।०७।१५ को नयाँ पत्रिकामा ३५ दिने धितो लिलाम बिक्रीको सूचना — [949, 100, 1298, 115]
borrower-line: १. नेपाल सरकार वाणिज्य मन्त्रालय वाणिज्य विभाग नेपालगञ्ज, बाँके प्रा.फ.र.नं. २५७३२-०७३।७४ कायम भई मिति २०७३।१०।३० मा दर्ता भएको अमेरिका ट्रेडर्स एण्ड सप्लायर्स (ऋणी) — [20, 1762, 464, 1793]
borrower-line: व्यक्तिगत जमानी दिने : पिकी कुमारी पञ्जियार, श्याम साह, दिपेन्द्र कुमार साह, हेम देवि र शोभा कुमारी — [20, 1606, 464, 1637]
bank-seal-icon: ✺ — [1088, 1915, 1132, 1964]
conditions-list — [940, 1626, 1830, 1808]
borrower-line: व्यक्तिगत जमानी दिने : राजु बस्ताकोटी — [20, 1063, 202, 1077]
table-header — [13, 264, 931, 289]
borrower-line: प्रोप्राइटर तथा व्यक्तिगत जमानी दिने : प्रमासर कुमार साह — [20, 1589, 286, 1604]
